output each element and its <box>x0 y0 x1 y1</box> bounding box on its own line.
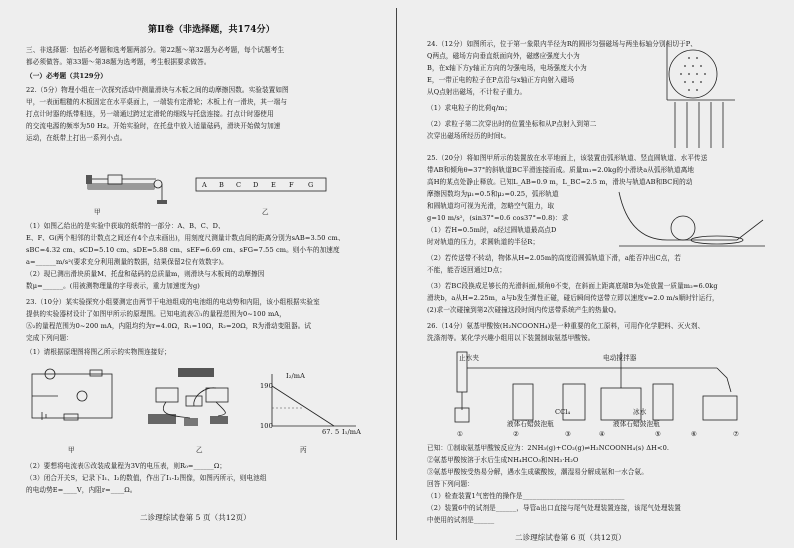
q22-part: （2）现已测出滑块质量M、托盘和砝码的总质量m，则滑块与木板间的动摩擦因 <box>26 270 265 278</box>
q22-part: sBC=4.32 cm、sCD=5.10 cm、sDE=5.88 cm、sEF=6.69 cm、sFG=7.55 cm。则小车的加速度 <box>26 246 340 254</box>
q25-line: （1）若H=0.5m时，a经过圆轨道最高点D <box>427 226 557 234</box>
q25-line: 带AB和倾角θ=37°的斜轨道BC平滑连接而成。质量m₁=2.0kg的小滑块a从弧形轨道离地 <box>427 166 695 174</box>
instruction-line: 都必须做答。第33题～第38题为选考题，考生根据要求做答。 <box>26 58 211 66</box>
tape-point: G <box>308 181 314 189</box>
q23-circuit-figure <box>28 368 118 426</box>
q26-line: 洗涤剂等。某化学兴趣小组用以下装置制取氨基甲酸铵。 <box>427 334 595 342</box>
q22-part: a=______m/s²(要求充分利用测量的数据，结果保留2位有效数字)。 <box>26 258 228 266</box>
q26-line: （2）装置6中的试剂是______，导管a出口直接与尾气处理装置连接，该尾气处理装置 <box>427 504 681 512</box>
apparatus-number: ⑤ <box>655 430 662 438</box>
q23-physical-figure <box>146 366 246 434</box>
apparatus-number: ② <box>513 430 520 438</box>
q23-part: （2）要想将电流表Ⓐ改装成量程为3V的电压表，则R₀=______Ω； <box>26 462 227 470</box>
tape-point: A <box>202 181 207 189</box>
q25-line: 不能，能否返回通过D点； <box>427 266 507 274</box>
q26-line: （1）检查装置1气密性的操作是______________________________ <box>427 492 625 500</box>
apparatus-label: 止水夹 <box>459 354 480 362</box>
q26-line: 中使用的试剂是______ <box>427 516 495 524</box>
q25-track-figure <box>617 190 767 250</box>
q25-line: 和圆轨道均可视为光滑，忽略空气阻力，取 <box>427 202 555 210</box>
q24-line: Q两点，磁场方向垂直纸面向外，磁感应强度大小为 <box>427 52 580 60</box>
right-page <box>397 0 794 548</box>
q26-line: 已知：①制取氨基甲酸铵反应为：2NH₃(g)+CO₂(g)⇌H₂NCOONH₄(s) ΔH<0. <box>427 444 670 452</box>
fig-label-yi: 乙 <box>262 208 269 216</box>
q22-part: 数μ=______。(用被测物理量的字母表示，重力加速度为g) <box>26 282 200 290</box>
tape-point: D <box>253 181 259 189</box>
apparatus-label: 电动搅拌器 <box>603 354 637 362</box>
q25-line: （3）若BC段换成足够长的光滑斜面,倾角θ不变，在斜面上距离底端B为s处放置一质量m₂=6.0kg <box>427 282 718 290</box>
q24-line: （2）求粒子第二次穿出时的位置坐标和从P点射入到第二 <box>427 120 597 128</box>
graph-x-right: 67. 5 <box>322 428 340 436</box>
q25-line: (2)求一次碰撞到第2次碰撞这段时间内传送带系统产生的热量Q。 <box>427 306 621 314</box>
apparatus-number: ④ <box>599 430 606 438</box>
q23-line: 完成下列问题： <box>26 334 73 342</box>
graph-y-unit: I₂/mA <box>286 372 305 380</box>
apparatus-number: ① <box>457 430 464 438</box>
q23-line: 23.（10分）某实验探究小组要测定由两节干电池组成的电池组的电动势和内阻，该小组根据实验室 <box>26 298 320 306</box>
part-title: 第Ⅱ卷（非选择题，共174分） <box>148 25 275 35</box>
tape-point: E <box>271 181 276 189</box>
q24-line: 从Q点射出磁场，不计粒子重力。 <box>427 88 527 96</box>
apparatus-number: ③ <box>565 430 572 438</box>
graph-y-bottom: 100 <box>260 422 273 430</box>
fig-label-jia: 甲 <box>94 208 101 216</box>
instruction-line: 三、非选择题：包括必考题和选考题两部分。第22题～第32题为必考题，每个试题考生 <box>26 46 285 54</box>
apparatus-label: 液体石蜡鼓泡瓶 <box>613 420 660 428</box>
q26-line: 回答下列问题： <box>427 480 474 488</box>
q26-line: ②氨基甲酸铵溶于水后生成NH₄HCO₃和NH₃·H₂O <box>427 456 579 464</box>
q26-line: 26.（14分）氨基甲酸铵(H₂NCOONH₄)是一种重要的化工原料，可用作化学肥料、灭火剂、 <box>427 322 705 330</box>
q24-line: （1）求电粒子的比荷q/m； <box>427 104 512 112</box>
q25-line: 高H的某点处静止释放。已知L_AB=0.9 m，L_BC=2.5 m，滑块与轨道AB和BC间的动 <box>427 178 693 186</box>
tape-point: F <box>289 181 294 189</box>
page-footer: 二诊理综试卷第 6 页（共12页） <box>515 533 626 542</box>
required-title: （一）必考题（共129分） <box>26 72 108 80</box>
q25-line: g=10 m/s²，(sin37°=0.6 cos37°=0.8)：求 <box>427 214 569 222</box>
apparatus-label: 冰水 <box>633 408 647 416</box>
q23-part: 的电动势E=____V，内阻r=____Ω。 <box>26 486 137 494</box>
q22-line: 甲，一表面粗糙的木板固定在水平桌面上，一端装有定滑轮；木板上有一滑块，其一端与 <box>26 98 288 106</box>
page-footer: 二诊理综试卷第 5 页（共12页） <box>140 513 251 522</box>
apparatus-label: 液体石蜡鼓泡瓶 <box>507 420 554 428</box>
q22-part: E、F、G(两个相邻的计数点之间还有4个点未画出)，用刻度尺测量计数点间的距离分别为sAB=3.50 cm、 <box>26 234 345 242</box>
apparatus-number: ⑦ <box>733 430 740 438</box>
q25-line: （2）若传送带不转动，物体从H=2.05m的高度沿圆弧轨道下滑，a能否冲出C点，若 <box>427 254 681 262</box>
q24-line: B，在x轴下方y轴正方向的匀强电场，电场强度大小为 <box>427 64 587 72</box>
q23-part: （3）闭合开关S，记录下I₁、I₂的数值，作出了I₁-I₂图像，如图丙所示，则电池组 <box>26 474 267 482</box>
q24-line: 24.（12分）如图所示，位于第一象限内半径为R的圆形匀强磁场与两坐标轴分别相切于P、 <box>427 40 697 48</box>
q24-field-figure <box>659 40 739 152</box>
q23-line: 提供的实验器材设计了如图甲所示的原理图。已知电流表Ⓐ₁的量程范围为0~100 mA， <box>26 310 286 318</box>
q22-line: 打点计时器的纸带相连，另一端通过跨过定滑轮的细线与托盘连接。打点计时器使用 <box>26 110 274 118</box>
q23-part1: （1）请根据原理图将图乙所示的实物图连接好； <box>26 348 171 356</box>
q25-line: 摩擦因数均为μ₁=0.5和μ₂=0.25，弧形轨道 <box>427 190 559 198</box>
q22-tape-figure <box>196 178 326 192</box>
q23-graph-figure <box>262 372 362 434</box>
apparatus-label: CCl₄ <box>555 408 571 416</box>
q22-apparatus-figure <box>86 160 176 210</box>
tape-point: C <box>236 181 242 189</box>
graph-y-top: 190 <box>260 382 273 390</box>
q22-part: （1）如图乙给出的是实验中获取的纸带的一部分：A、B、C、D、 <box>26 222 225 230</box>
tape-point: B <box>219 181 224 189</box>
graph-x-unit: I₁/mA <box>342 428 361 436</box>
apparatus-number: ⑥ <box>691 430 698 438</box>
q22-line: 运动，在纸带上打出一系列小点。 <box>26 134 127 142</box>
q23-line: Ⓐ₂的量程范围为0~200 mA，内阻均约为r=4.0Ω，R₁=10Ω，R₂=20Ω，R为滑动变阻器。试 <box>26 322 312 330</box>
q25-line: 时对轨道的压力，求圆轨道的半径R； <box>427 238 540 246</box>
q25-line: 滑块b，a从H=2.25m，a与b发生弹性正碰，碰后瞬间传送带立即以速度v=2.0 m/s顺时针运行， <box>427 294 719 302</box>
q24-line: E，一带正电的粒子在P点沿与x轴正方向射入磁场 <box>427 76 575 84</box>
q25-line: 25.（20分）将如图甲所示的装置放在水平地面上，该装置由弧形轨道、竖直圆轨道、水平传送 <box>427 154 708 162</box>
q22-line: 22.（5分）物理小组在一次探究活动中测量滑块与木板之间的动摩擦因数。实验装置如图 <box>26 86 289 94</box>
fig-label-yi: 乙 <box>196 446 203 454</box>
q22-line: 的交流电源的频率为50 Hz。开始实验时，在托盘中放入适量砝码，滑块开始做匀加速 <box>26 122 281 130</box>
fig-label-bing: 丙 <box>300 446 307 454</box>
q26-line: ③氨基甲酸铵受热易分解，遇水生成碳酸铵，潮湿易分解成氨和一水合氨。 <box>427 468 648 476</box>
fig-label-jia: 甲 <box>68 446 75 454</box>
q24-line: 次穿出磁场所经历的时间t。 <box>427 132 511 140</box>
